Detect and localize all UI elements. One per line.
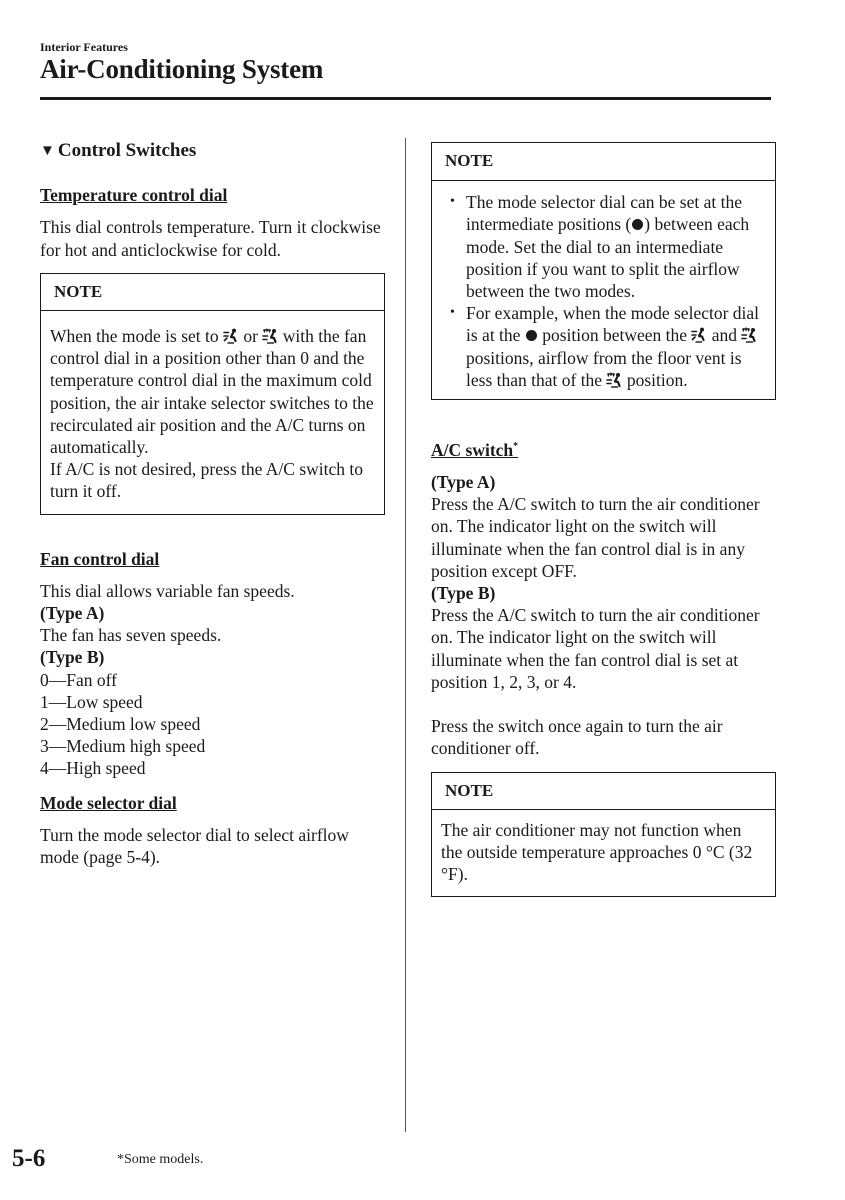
note-text-part: position. (626, 369, 688, 390)
fan-intro: This dial allows variable fan speeds. (40, 580, 295, 601)
note-list-item (441, 302, 766, 391)
note-text-2: If A/C is not desired, press the A/C switch to turn it off. (50, 459, 364, 502)
note-label: NOTE (41, 274, 384, 311)
note-label: NOTE (432, 143, 775, 181)
intermediate-dot-icon (632, 219, 643, 230)
note-box-intermediate (431, 142, 776, 400)
note-text (50, 325, 375, 458)
note-list-item (441, 191, 766, 302)
right-column (431, 142, 776, 897)
ac-switch-title (431, 436, 776, 461)
floor-defroster-mode-icon (262, 328, 278, 344)
temperature-dial-title: Temperature control dial (40, 185, 228, 206)
note-text-part: with the fan control dial in a position other than 0 and the temperature control dial in the maximum cold position, the air intake selector switches to the recirculated air position and the A/C turns on automatically. (50, 326, 374, 458)
note-list (441, 191, 766, 391)
ac-switch-footnote-mark: * (513, 441, 519, 453)
footnote: *Some models. (117, 1152, 204, 1167)
fan-speed-item: 0—Fan off (40, 669, 117, 690)
ac-type-a-label: (Type A) (431, 472, 496, 493)
fan-type-b-label: (Type B) (40, 647, 105, 668)
floor-mode-icon (691, 327, 707, 343)
note-text-part: For example, when the mode selector dial is at the (466, 303, 760, 346)
note-text-part: and (711, 325, 738, 346)
note-label: NOTE (432, 773, 775, 810)
page-title: Air-Conditioning System (40, 54, 324, 84)
temperature-dial-text: This dial controls temperature. Turn it clockwise for hot and anticlockwise for cold. (40, 217, 381, 260)
ac-type-b-label: (Type B) (431, 583, 496, 604)
column-divider (405, 138, 406, 1132)
page-number: 5-6 (12, 1145, 46, 1172)
note-box-recirculation (40, 273, 385, 515)
note-text-part: ) between each mode. Set the dial to an intermediate position if you want to split the airflow between the two modes. (466, 214, 750, 302)
fan-type-a-label: (Type A) (40, 603, 105, 624)
floor-defroster-mode-icon (606, 372, 622, 388)
control-switches-heading (40, 140, 385, 162)
title-rule (40, 97, 771, 100)
ac-type-a-text: Press the A/C switch to turn the air conditioner on. The indicator light on the switch will illuminate when the fan control dial is in any position except OFF. (431, 494, 760, 581)
section-label: Interior Features (40, 40, 128, 54)
note-body (41, 311, 384, 514)
ac-off-text: Press the switch once again to turn the air conditioner off. (431, 716, 723, 759)
note-text-part: The mode selector dial can be set at the intermediate positions ( (466, 192, 742, 235)
mode-dial-text: Turn the mode selector dial to select airflow mode (page 5-4). (40, 824, 349, 868)
fan-speed-item: 1—Low speed (40, 691, 143, 712)
ac-switch-title-text: A/C switch (431, 439, 514, 460)
note-text: The air conditioner may not function when the outside temperature approaches 0 °C (32 °F). (441, 819, 753, 885)
intermediate-dot-icon (526, 330, 537, 341)
note-box-outside-temperature (431, 772, 776, 898)
floor-defroster-mode-icon (741, 327, 757, 343)
fan-dial-title: Fan control dial (40, 548, 160, 569)
note-text-part: position between the (542, 325, 688, 346)
note-text-part: When the mode is set to (50, 326, 219, 347)
note-text-part: or (243, 326, 258, 347)
left-column (40, 140, 385, 868)
triangle-down-icon: ▼ (40, 143, 55, 159)
fan-type-a-text: The fan has seven speeds. (40, 625, 222, 646)
floor-mode-icon (223, 328, 239, 344)
heading-text: Control Switches (57, 140, 197, 161)
ac-type-b-text: Press the A/C switch to turn the air conditioner on. The indicator light on the switch will illuminate when the fan control dial is set at position 1, 2, 3, or 4. (431, 605, 760, 692)
fan-speed-item: 4—High speed (40, 758, 146, 779)
fan-speed-item: 3—Medium high speed (40, 736, 206, 757)
mode-dial-title: Mode selector dial (40, 792, 177, 813)
note-body (432, 181, 775, 399)
fan-speed-item: 2—Medium low speed (40, 714, 201, 735)
note-body (432, 810, 775, 897)
note-text-part: positions, airflow from the floor vent is less than that of the (466, 347, 742, 390)
